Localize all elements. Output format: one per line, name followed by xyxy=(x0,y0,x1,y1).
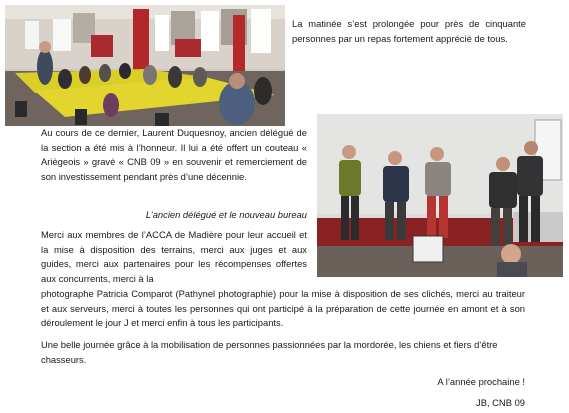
photo-caption: L’ancien délégué et le nouveau bureau xyxy=(145,209,307,220)
paragraph-thanks-part2: photographe Patricia Comparot (Pathynel photographie) pour la mise à disposition de ses clichés, merci au traiteur et aux serveurs, merci à toutes les personnes qui ont participé à la préparation de cette journée en amont et à son déroulement le jour J et merci enfin à tous les participants. xyxy=(41,288,525,329)
paragraph-meal: La matinée s’est prolongée pour près de cinquante personnes par un repas fortement apprécié de tous. xyxy=(292,18,526,44)
signature: JB, CNB 09 xyxy=(476,397,525,408)
paragraph-conclusion: Une belle journée grâce à la mobilisation de personnes passionnées par la mordorée, les chiens et fiers d’être chasseurs. xyxy=(41,339,498,365)
closing-line: A l’année prochaine ! xyxy=(437,376,525,387)
paragraph-honour: Au cours de ce dernier, Laurent Duquesnoy, ancien délégué de la section a été mis à l’honneur. Il lui a été offert un couteau « Ariègeois » gravé « CNB 09 » en souvenir et remerciement de son investissement pendant près d’une décennie. xyxy=(41,127,307,182)
paragraph-thanks-part1: Merci aux membres de l’ACCA de Madière pour leur accueil et la mise à disposition des terrains, merci aux juges et aux guides, merci aux partenaires pour les récompenses offertes aux concurrents, merci à la xyxy=(41,229,307,284)
banquet-hall-photo xyxy=(5,5,285,126)
group-presentation-photo xyxy=(317,114,563,277)
